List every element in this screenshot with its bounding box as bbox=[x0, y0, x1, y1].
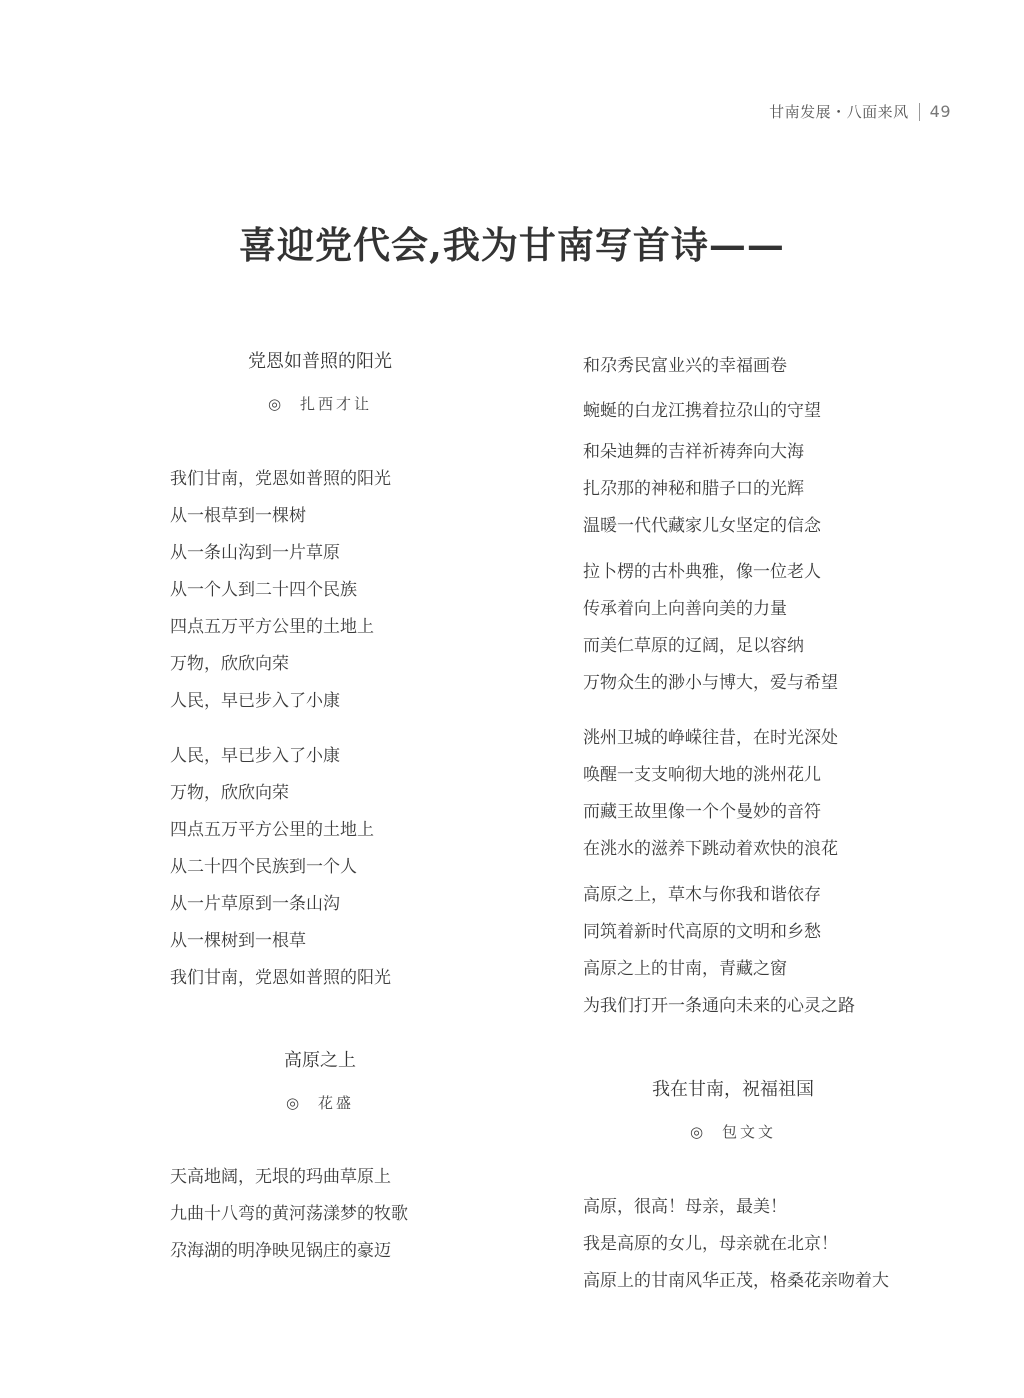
poem-line: 拉卜楞的古朴典雅，像一位老人 bbox=[583, 562, 821, 582]
poem-line: 高原之上，草木与你我和谐依存 bbox=[583, 885, 821, 905]
poem3-author-name: 包文文 bbox=[722, 1123, 777, 1141]
poem-line: 万物，欣欣向荣 bbox=[170, 783, 289, 803]
poem-line: 为我们打开一条通向未来的心灵之路 bbox=[583, 996, 855, 1016]
poem-line: 天高地阔，无垠的玛曲草原上 bbox=[170, 1167, 391, 1187]
poem3-title: 我在甘南，祝福祖国 bbox=[652, 1079, 814, 1100]
poem-line: 和尕秀民富业兴的幸福画卷 bbox=[583, 356, 787, 376]
poem2-heading bbox=[170, 1048, 470, 1115]
poem-line: 尕海湖的明净映见锅庄的豪迈 bbox=[170, 1241, 391, 1261]
poem1-body bbox=[170, 461, 470, 997]
poem2-title: 高原之上 bbox=[284, 1050, 356, 1071]
poem-line: 高原上的甘南风华正茂，格桑花亲吻着大 bbox=[583, 1271, 889, 1291]
poem2-author-name: 花盛 bbox=[318, 1094, 355, 1112]
poem2-stanza-c bbox=[583, 554, 963, 702]
poem-line: 高原，很高！母亲，最美！ bbox=[583, 1197, 787, 1217]
poem-line: 唤醒一支支响彻大地的洮州花儿 bbox=[583, 765, 821, 785]
poem-line: 扎尕那的神秘和腊子口的光辉 bbox=[583, 479, 804, 499]
poem1-author-name: 扎西才让 bbox=[300, 395, 373, 413]
poem3-body bbox=[583, 1189, 963, 1300]
poem2-stanza-d bbox=[583, 720, 963, 868]
poem2-body-left bbox=[170, 1159, 470, 1270]
section-name: 甘南发展・八面来风 bbox=[769, 103, 909, 121]
author-mark-icon: ◎ bbox=[267, 395, 285, 413]
poem-line: 从二十四个民族到一个人 bbox=[170, 857, 357, 877]
poem-line: 传承着向上向善向美的力量 bbox=[583, 599, 787, 619]
poem-line: 万物，欣欣向荣 bbox=[170, 654, 289, 674]
poem-line: 万物众生的渺小与博大，爱与希望 bbox=[583, 673, 838, 693]
running-header bbox=[769, 101, 951, 122]
poem-line: 从一个人到二十四个民族 bbox=[170, 580, 357, 600]
poem2-stanza-e bbox=[583, 877, 963, 1025]
header-divider bbox=[919, 103, 920, 121]
author-mark-icon: ◎ bbox=[285, 1094, 303, 1112]
poem-line: 从一条山沟到一片草原 bbox=[170, 543, 340, 563]
page-number: 49 bbox=[929, 102, 951, 121]
poem-line: 我是高原的女儿，母亲就在北京！ bbox=[583, 1234, 838, 1254]
poem-line: 从一棵树到一根草 bbox=[170, 931, 306, 951]
poem-line: 和朵迪舞的吉祥祈祷奔向大海 bbox=[583, 442, 804, 462]
poem-line: 高原之上的甘南，青藏之窗 bbox=[583, 959, 787, 979]
poem-line: 我们甘南，党恩如普照的阳光 bbox=[170, 968, 391, 988]
poem1-stanza1 bbox=[170, 461, 470, 720]
poem2-author bbox=[170, 1091, 470, 1115]
poem-line: 而藏王故里像一个个曼妙的音符 bbox=[583, 802, 821, 822]
poem1-author bbox=[170, 392, 470, 416]
poem2-stanza-b bbox=[583, 434, 963, 545]
poem2-stanza-a bbox=[583, 344, 963, 434]
poem-line: 从一根草到一棵树 bbox=[170, 506, 306, 526]
poem-line: 从一片草原到一条山沟 bbox=[170, 894, 340, 914]
poem3-author bbox=[583, 1120, 883, 1144]
poem-line: 人民，早已步入了小康 bbox=[170, 746, 340, 766]
poem-line: 温暖一代代藏家儿女坚定的信念 bbox=[583, 516, 821, 536]
poem-line: 而美仁草原的辽阔，足以容纳 bbox=[583, 636, 804, 656]
poem3-heading bbox=[583, 1077, 883, 1144]
poem-line: 蜿蜒的白龙江携着拉尕山的守望 bbox=[583, 401, 821, 421]
poem-line: 在洮水的滋养下跳动着欢快的浪花 bbox=[583, 839, 838, 859]
page-title: 喜迎党代会,我为甘南写首诗—— bbox=[239, 223, 785, 267]
poem-line: 人民，早已步入了小康 bbox=[170, 691, 340, 711]
poem-line: 九曲十八弯的黄河荡漾梦的牧歌 bbox=[170, 1204, 408, 1224]
poem-line: 同筑着新时代高原的文明和乡愁 bbox=[583, 922, 821, 942]
author-mark-icon: ◎ bbox=[689, 1123, 707, 1141]
poem-line: 洮州卫城的峥嵘往昔，在时光深处 bbox=[583, 728, 838, 748]
poem1-stanza2 bbox=[170, 738, 470, 997]
poem-line: 我们甘南，党恩如普照的阳光 bbox=[170, 469, 391, 489]
poem-line: 四点五万平方公里的土地上 bbox=[170, 617, 374, 637]
poem1-heading bbox=[170, 349, 470, 416]
poem1-title: 党恩如普照的阳光 bbox=[248, 351, 392, 372]
poem2-body-right bbox=[583, 344, 963, 1025]
poem-line: 四点五万平方公里的土地上 bbox=[170, 820, 374, 840]
